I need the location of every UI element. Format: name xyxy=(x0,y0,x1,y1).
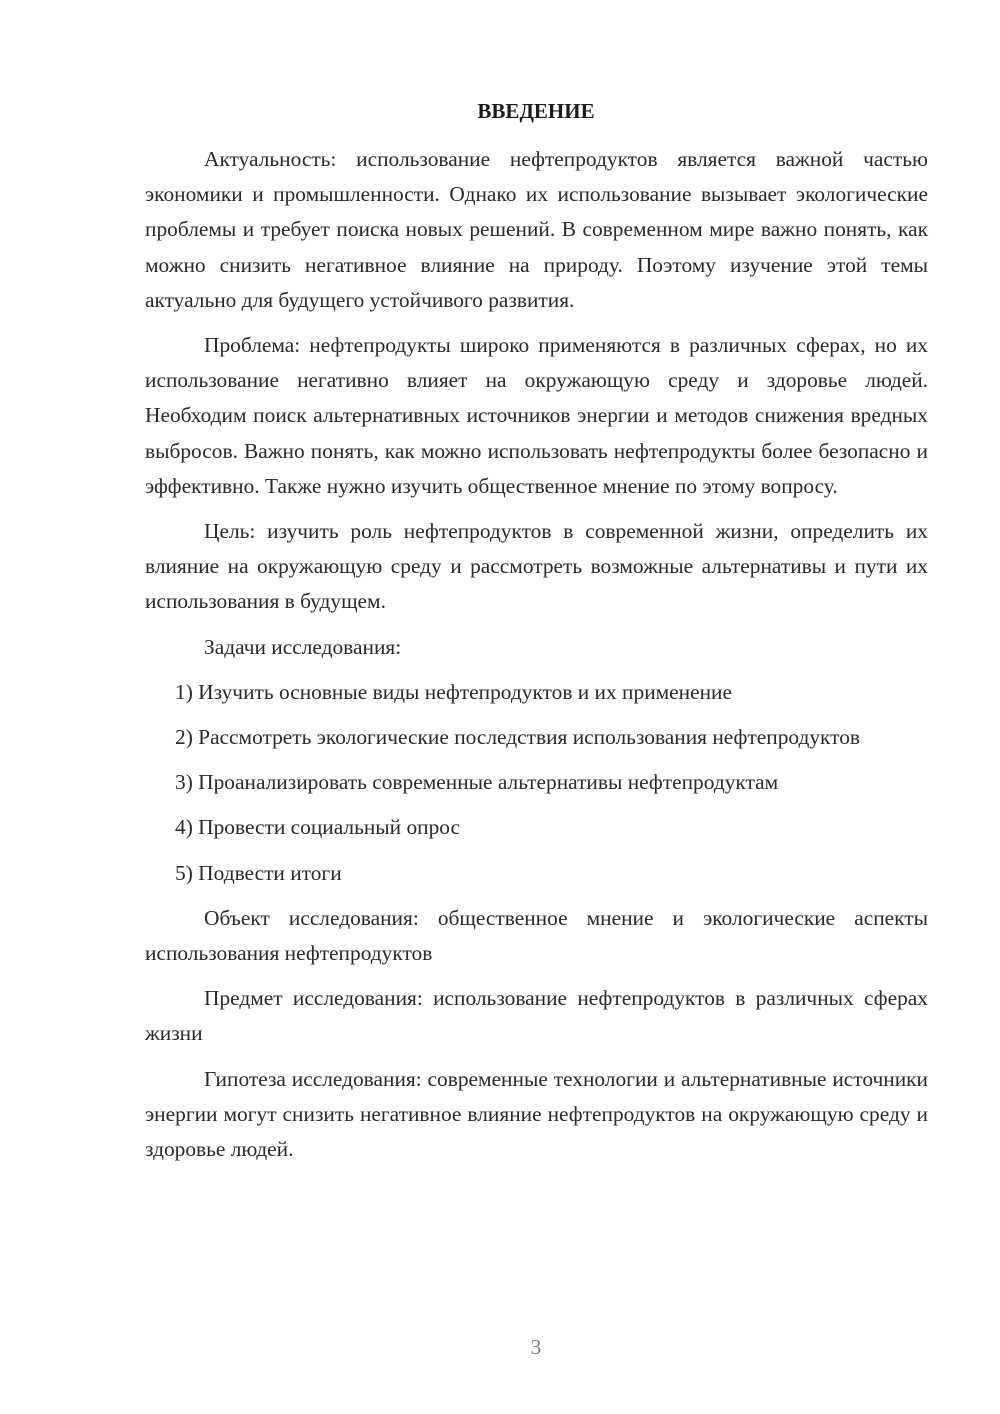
research-subject-paragraph: Предмет исследования: использование нефтепродуктов в различных сферах жизни xyxy=(145,986,928,1046)
hypothesis-paragraph: Гипотеза исследования: современные технологии и альтернативные источники энергии могут снизить негативное влияние нефтепродуктов на окружающую среду и здоровье людей. xyxy=(145,1066,928,1162)
tasks-heading: Задачи исследования: xyxy=(204,634,402,659)
task-item-2: 2) Рассмотреть экологические последствия использования нефтепродуктов xyxy=(175,725,861,750)
page-number: 3 xyxy=(530,1335,542,1359)
document-body xyxy=(145,142,928,1177)
section-title: ВВЕДЕНИЕ xyxy=(477,99,595,123)
task-item-4: 4) Провести социальный опрос xyxy=(175,815,461,840)
relevance-paragraph: Актуальность: использование нефтепродуктов является важной частью экономики и промышленности. Однако их использование вызывает экологические проблемы и требует поиска новых решений. В современном мире важно понять, как можно снизить негативное влияние на природу. Поэтому изучение этой темы актуально для будущего устойчивого развития. xyxy=(145,147,928,312)
task-item-5: 5) Подвести итоги xyxy=(175,860,342,885)
task-item-1: 1) Изучить основные виды нефтепродуктов и их применение xyxy=(175,679,733,704)
task-item-3: 3) Проанализировать современные альтернативы нефтепродуктам xyxy=(175,770,779,795)
research-object-paragraph: Объект исследования: общественное мнение и экологические аспекты использования нефтепродуктов xyxy=(145,905,928,966)
goal-paragraph: Цель: изучить роль нефтепродуктов в современной жизни, определить их влияние на окружающую среду и рассмотреть возможные альтернативы и пути их использования в будущем. xyxy=(145,519,928,614)
problem-paragraph: Проблема: нефтепродукты широко применяются в различных сферах, но их использование негативно влияет на окружающую среду и здоровье людей. Необходим поиск альтернативных источников энергии и методов снижения вредных выбросов. Важно понять, как можно использовать нефтепродукты более безопасно и эффективно. Также нужно изучить общественное мнение по этому вопросу. xyxy=(145,333,928,498)
